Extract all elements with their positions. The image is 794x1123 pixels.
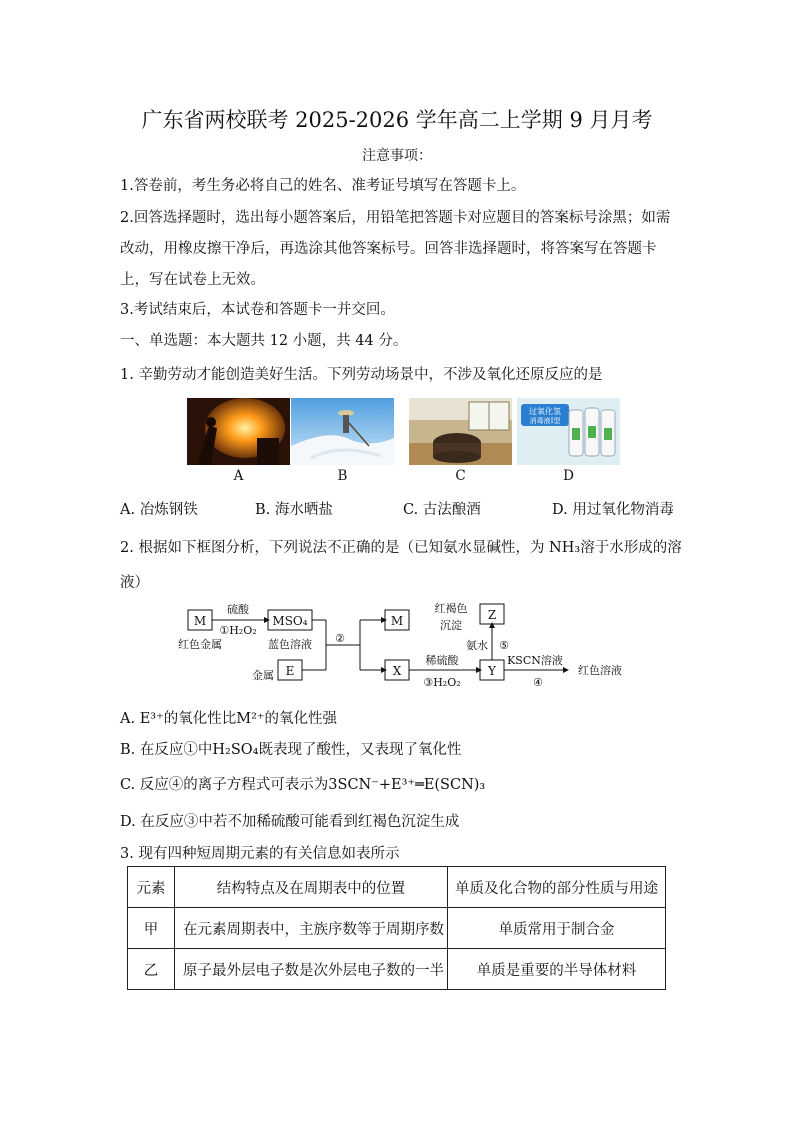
node-mso4: MSO₄ xyxy=(272,614,308,628)
label-precipitate: 沉淀 xyxy=(440,619,462,632)
label-red-brown: 红褐色 xyxy=(434,602,468,615)
node-y: Y xyxy=(488,664,496,678)
image-label-a: A xyxy=(233,468,244,484)
label-h2o2-step3: ③H₂O₂ xyxy=(423,676,461,689)
cell-structure: 原子最外层电子数是次外层电子数的一半 xyxy=(175,949,448,990)
steelmaking-image xyxy=(187,398,290,465)
node-z: Z xyxy=(487,608,497,622)
disinfectant-image xyxy=(517,398,620,465)
q1-option-c: C. 古法酿酒 xyxy=(403,502,481,518)
label-red-metal: 红色金属 xyxy=(178,638,222,651)
label-step2: ② xyxy=(335,632,345,645)
disinfectant-label-2: 消毒液I型 xyxy=(529,417,561,425)
header-structure: 结构特点及在周期表中的位置 xyxy=(175,867,448,908)
label-step4: ④ xyxy=(533,676,543,689)
instruction-1: 1.答卷前，考生务必将自己的姓名、准考证号填写在答题卡上。 xyxy=(120,178,526,194)
q2-stem-line1: 2. 根据如下框图分析，下列说法不正确的是（已知氨水显碱性，为 NH₃溶于水形成的溶 xyxy=(120,540,682,556)
element-info-table xyxy=(127,866,666,990)
q1-stem: 1. 辛勤劳动才能创造美好生活。下列劳动场景中，不涉及氧化还原反应的是 xyxy=(120,367,603,383)
header-element: 元素 xyxy=(128,867,175,908)
q3-stem: 3. 现有四种短周期元素的有关信息如表所示 xyxy=(120,846,400,862)
label-sulfuric-acid: 硫酸 xyxy=(227,603,249,616)
table-header-row xyxy=(128,867,666,908)
node-x: X xyxy=(392,664,402,678)
brewing-image xyxy=(409,398,512,465)
q2-option-c: C. 反应④的离子方程式可表示为3SCN⁻+E³⁺═E(SCN)₃ xyxy=(120,777,486,793)
cell-properties: 单质常用于制合金 xyxy=(448,908,666,949)
section-heading: 一、单选题：本大题共 12 小题，共 44 分。 xyxy=(120,333,408,349)
reaction-flow-diagram xyxy=(160,598,640,698)
q2-stem-line2: 液） xyxy=(120,575,149,591)
q2-option-d: D. 在反应③中若不加稀硫酸可能看到红褐色沉淀生成 xyxy=(120,814,460,830)
label-ammonia: 氨水 xyxy=(466,639,488,652)
page-title: 广东省两校联考 2025-2026 学年高二上学期 9 月月考 xyxy=(141,108,653,132)
q2-option-a: A. E³⁺的氧化性比M²⁺的氧化性强 xyxy=(120,711,338,727)
disinfectant-label-1: 过氧化氢 xyxy=(529,407,561,416)
notice-heading: 注意事项： xyxy=(362,148,432,164)
image-label-b: B xyxy=(337,468,348,484)
q2-option-b: B. 在反应①中H₂SO₄既表现了酸性，又表现了氧化性 xyxy=(120,742,462,758)
label-blue-solution: 蓝色溶液 xyxy=(268,638,312,651)
node-e: E xyxy=(285,664,295,678)
instruction-2: 2.回答选择题时，选出每小题答案后，用铅笔把答题卡对应题目的答案标号涂黑；如需改动，用橡皮擦干净后，再选涂其他答案标号。回答非选择题时，将答案写在答题卡上，写在试卷上无效。 xyxy=(120,210,671,288)
header-properties: 单质及化合物的部分性质与用途 xyxy=(448,867,666,908)
label-metal: 金属 xyxy=(252,669,274,682)
cell-properties: 单质是重要的半导体材料 xyxy=(448,949,666,990)
label-dilute-sulfuric: 稀硫酸 xyxy=(425,654,459,667)
q1-option-a: A. 冶炼钢铁 xyxy=(120,502,198,518)
label-step5: ⑤ xyxy=(499,639,509,652)
label-kscn: KSCN溶液 xyxy=(507,654,563,667)
node-m-product: M xyxy=(390,614,404,628)
table-row xyxy=(128,949,666,990)
image-label-c: C xyxy=(455,468,466,484)
table-row xyxy=(128,908,666,949)
cell-element: 乙 xyxy=(128,949,175,990)
node-m: M xyxy=(193,614,207,628)
image-label-d: D xyxy=(563,468,574,484)
q1-option-d: D. 用过氧化物消毒 xyxy=(552,502,674,518)
cell-structure: 在元素周期表中，主族序数等于周期序数 xyxy=(175,908,448,949)
sea-salt-image xyxy=(291,398,394,465)
instruction-3: 3.考试结束后，本试卷和答题卡一并交回。 xyxy=(120,302,395,318)
label-h2o2-step1: ①H₂O₂ xyxy=(219,624,257,637)
label-red-solution: 红色溶液 xyxy=(578,664,622,677)
q1-option-b: B. 海水晒盐 xyxy=(255,502,333,518)
cell-element: 甲 xyxy=(128,908,175,949)
